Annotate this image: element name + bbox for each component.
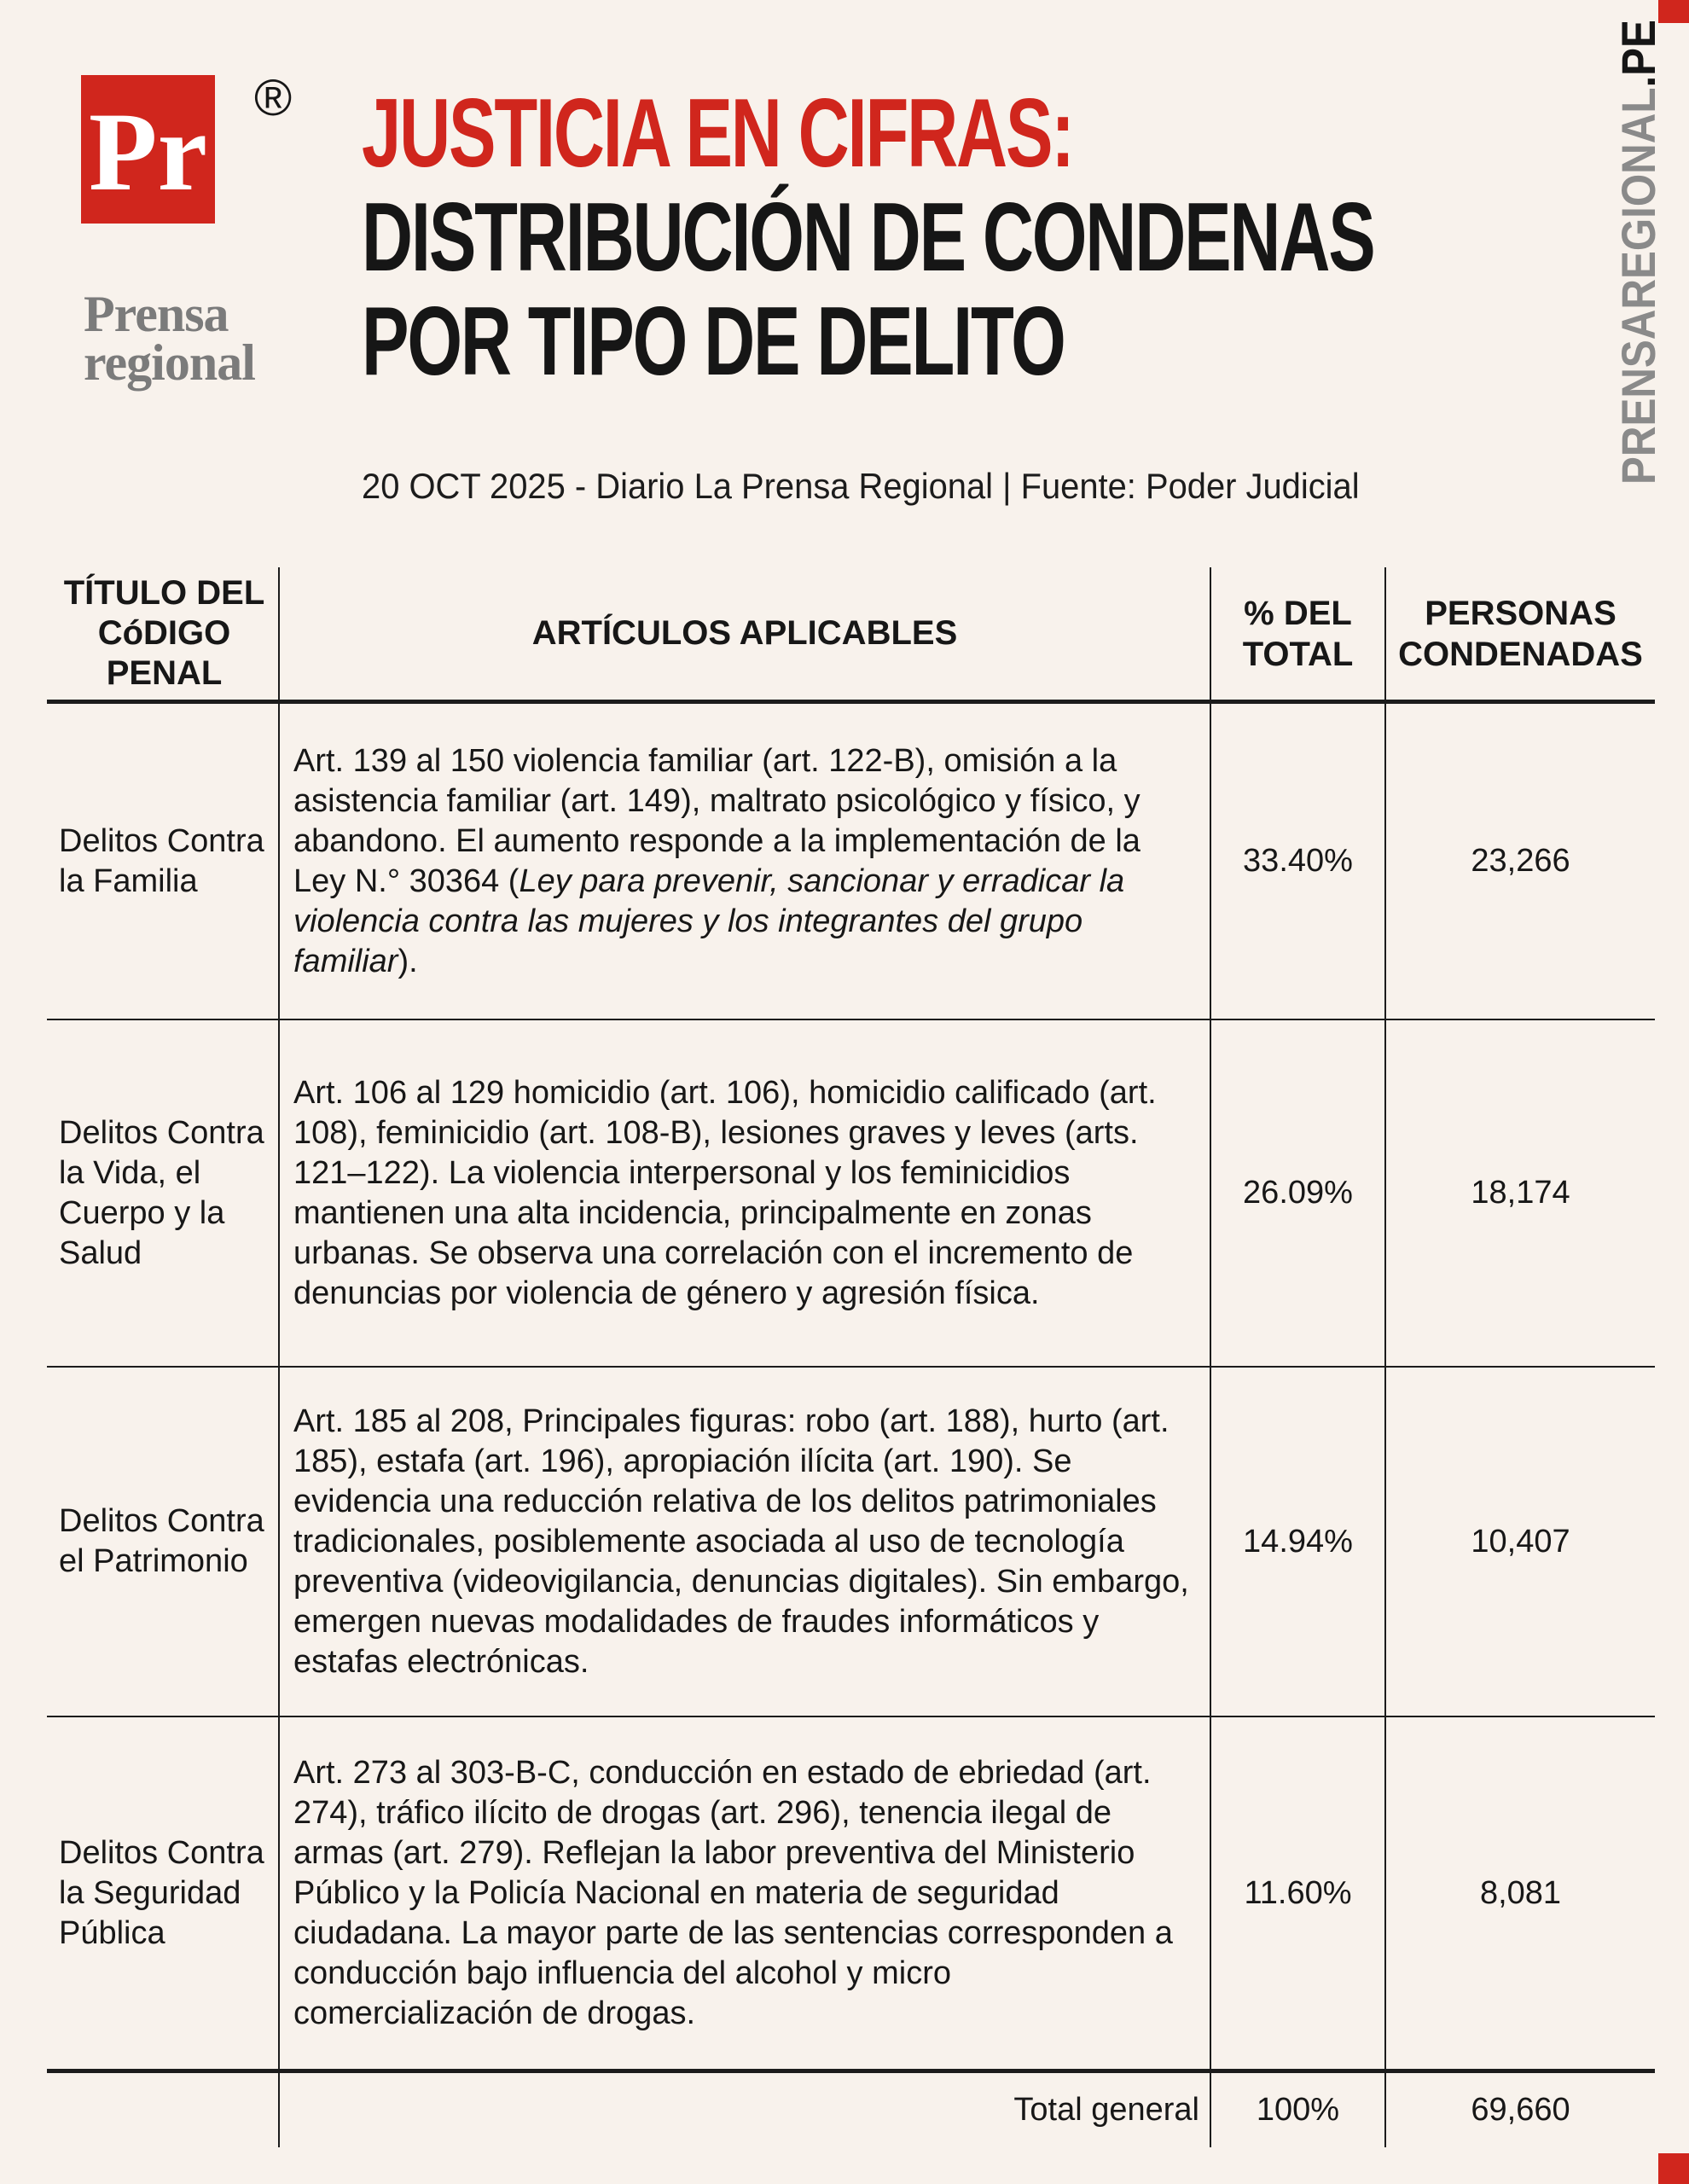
row-articles: Art. 273 al 303-B-C, conducción en estado de ebriedad (art. 274), tráfico ilícito de drogas (art. 296), tenencia ilegal de armas (art. 279). Reflejan la labor preventiva del Ministerio Público y la Policía Nacional en materia de seguridad ciudadana. La mayor parte de las sentencias corresponden a conducción bajo influencia del alcohol y micro comercialización de drogas. — [280, 1717, 1211, 2073]
row-pct: 33.40% — [1211, 704, 1386, 1020]
col-header-articulos: ARTÍCULOS APLICABLES — [280, 567, 1211, 704]
bottom-right-red-square — [1658, 2153, 1689, 2184]
row-pct: 26.09% — [1211, 1020, 1386, 1368]
total-persons: 69,660 — [1471, 2092, 1570, 2128]
row-title: Delitos Contra la Seguridad Pública — [47, 1717, 280, 2073]
vertical-site-url — [1611, 20, 1666, 485]
table-row-patrimonio — [47, 1368, 1655, 1717]
row-title: Delitos Contra la Vida, el Cuerpo y la Salud — [47, 1020, 280, 1368]
vertical-site-name: PRENSAREGIONAL — [1611, 87, 1665, 485]
logo-wordmark — [84, 286, 255, 391]
headline-line3: POR TIPO DE DELITO — [362, 288, 1065, 396]
table-row-familia — [47, 704, 1655, 1020]
row-persons: 8,081 — [1386, 1717, 1655, 2073]
row-persons: 10,407 — [1386, 1368, 1655, 1717]
logo-wordmark-line2: regional — [84, 334, 255, 391]
condenas-table — [47, 567, 1655, 2147]
table-row-vida — [47, 1020, 1655, 1368]
prensa-regional-logo — [81, 75, 215, 224]
row-persons: 18,174 — [1386, 1020, 1655, 1368]
registered-trademark-icon: ® — [254, 69, 293, 126]
row-articles: Art. 139 al 150 violencia familiar (art. 122-B), omisión a la asistencia familiar (art. 149), maltrato psicológico y físico, y abandono. El aumento responde a la implementación de la Ley N.° 30364 (Ley para prevenir, sancionar y erradicar la violencia contra las mujeres y los integrantes del grupo familiar). — [280, 704, 1211, 1020]
logo-monogram: Pr — [88, 89, 208, 214]
total-empty-cell — [47, 2073, 280, 2147]
table-header-row — [47, 567, 1655, 704]
headline — [362, 79, 1689, 396]
table-total-row — [47, 2073, 1655, 2147]
row-pct: 14.94% — [1211, 1368, 1386, 1717]
vertical-site-tld: .PE — [1611, 20, 1665, 88]
headline-line2: DISTRIBUCIÓN DE CONDENAS — [362, 183, 1374, 292]
col-header-personas: PERSONAS CONDENADAS — [1386, 567, 1655, 704]
col-header-pct: % DEL TOTAL — [1211, 567, 1386, 704]
logo-wordmark-line1: Prensa — [84, 286, 229, 342]
headline-kicker: JUSTICIA EN CIFRAS: — [362, 79, 1073, 188]
total-pct: 100% — [1211, 2073, 1386, 2147]
total-label: Total general — [280, 2073, 1211, 2147]
row-articles: Art. 185 al 208, Principales figuras: robo (art. 188), hurto (art. 185), estafa (art. 196), apropiación ilícita (art. 190). Se evidencia una reducción relativa de los delitos patrimoniales tradicionales, posiblemente asociada al uso de tecnología preventiva (videovigilancia, denuncias digitales). Sin embargo, emergen nuevas modalidades de fraudes informáticos y estafas electrónicas. — [280, 1368, 1211, 1717]
row-articles: Art. 106 al 129 homicidio (art. 106), homicidio calificado (art. 108), feminicidio (art. 108-B), lesiones graves y leves (arts. 121–122). La violencia interpersonal y los feminicidios mantienen una alta incidencia, principalmente en zonas urbanas. Se observa una correlación con el incremento de denuncias por violencia de género y agresión física. — [280, 1020, 1211, 1368]
row-pct: 11.60% — [1211, 1717, 1386, 2073]
row-title: Delitos Contra el Patrimonio — [47, 1368, 280, 1717]
table-row-seguridad — [47, 1717, 1655, 2073]
col-header-titulo: TÍTULO DEL CóDIGO PENAL — [47, 567, 280, 704]
row-persons: 23,266 — [1386, 704, 1655, 1020]
row-title: Delitos Contra la Familia — [47, 704, 280, 1020]
dateline-source: 20 OCT 2025 - Diario La Prensa Regional | Fuente: Poder Judicial — [362, 466, 1360, 506]
